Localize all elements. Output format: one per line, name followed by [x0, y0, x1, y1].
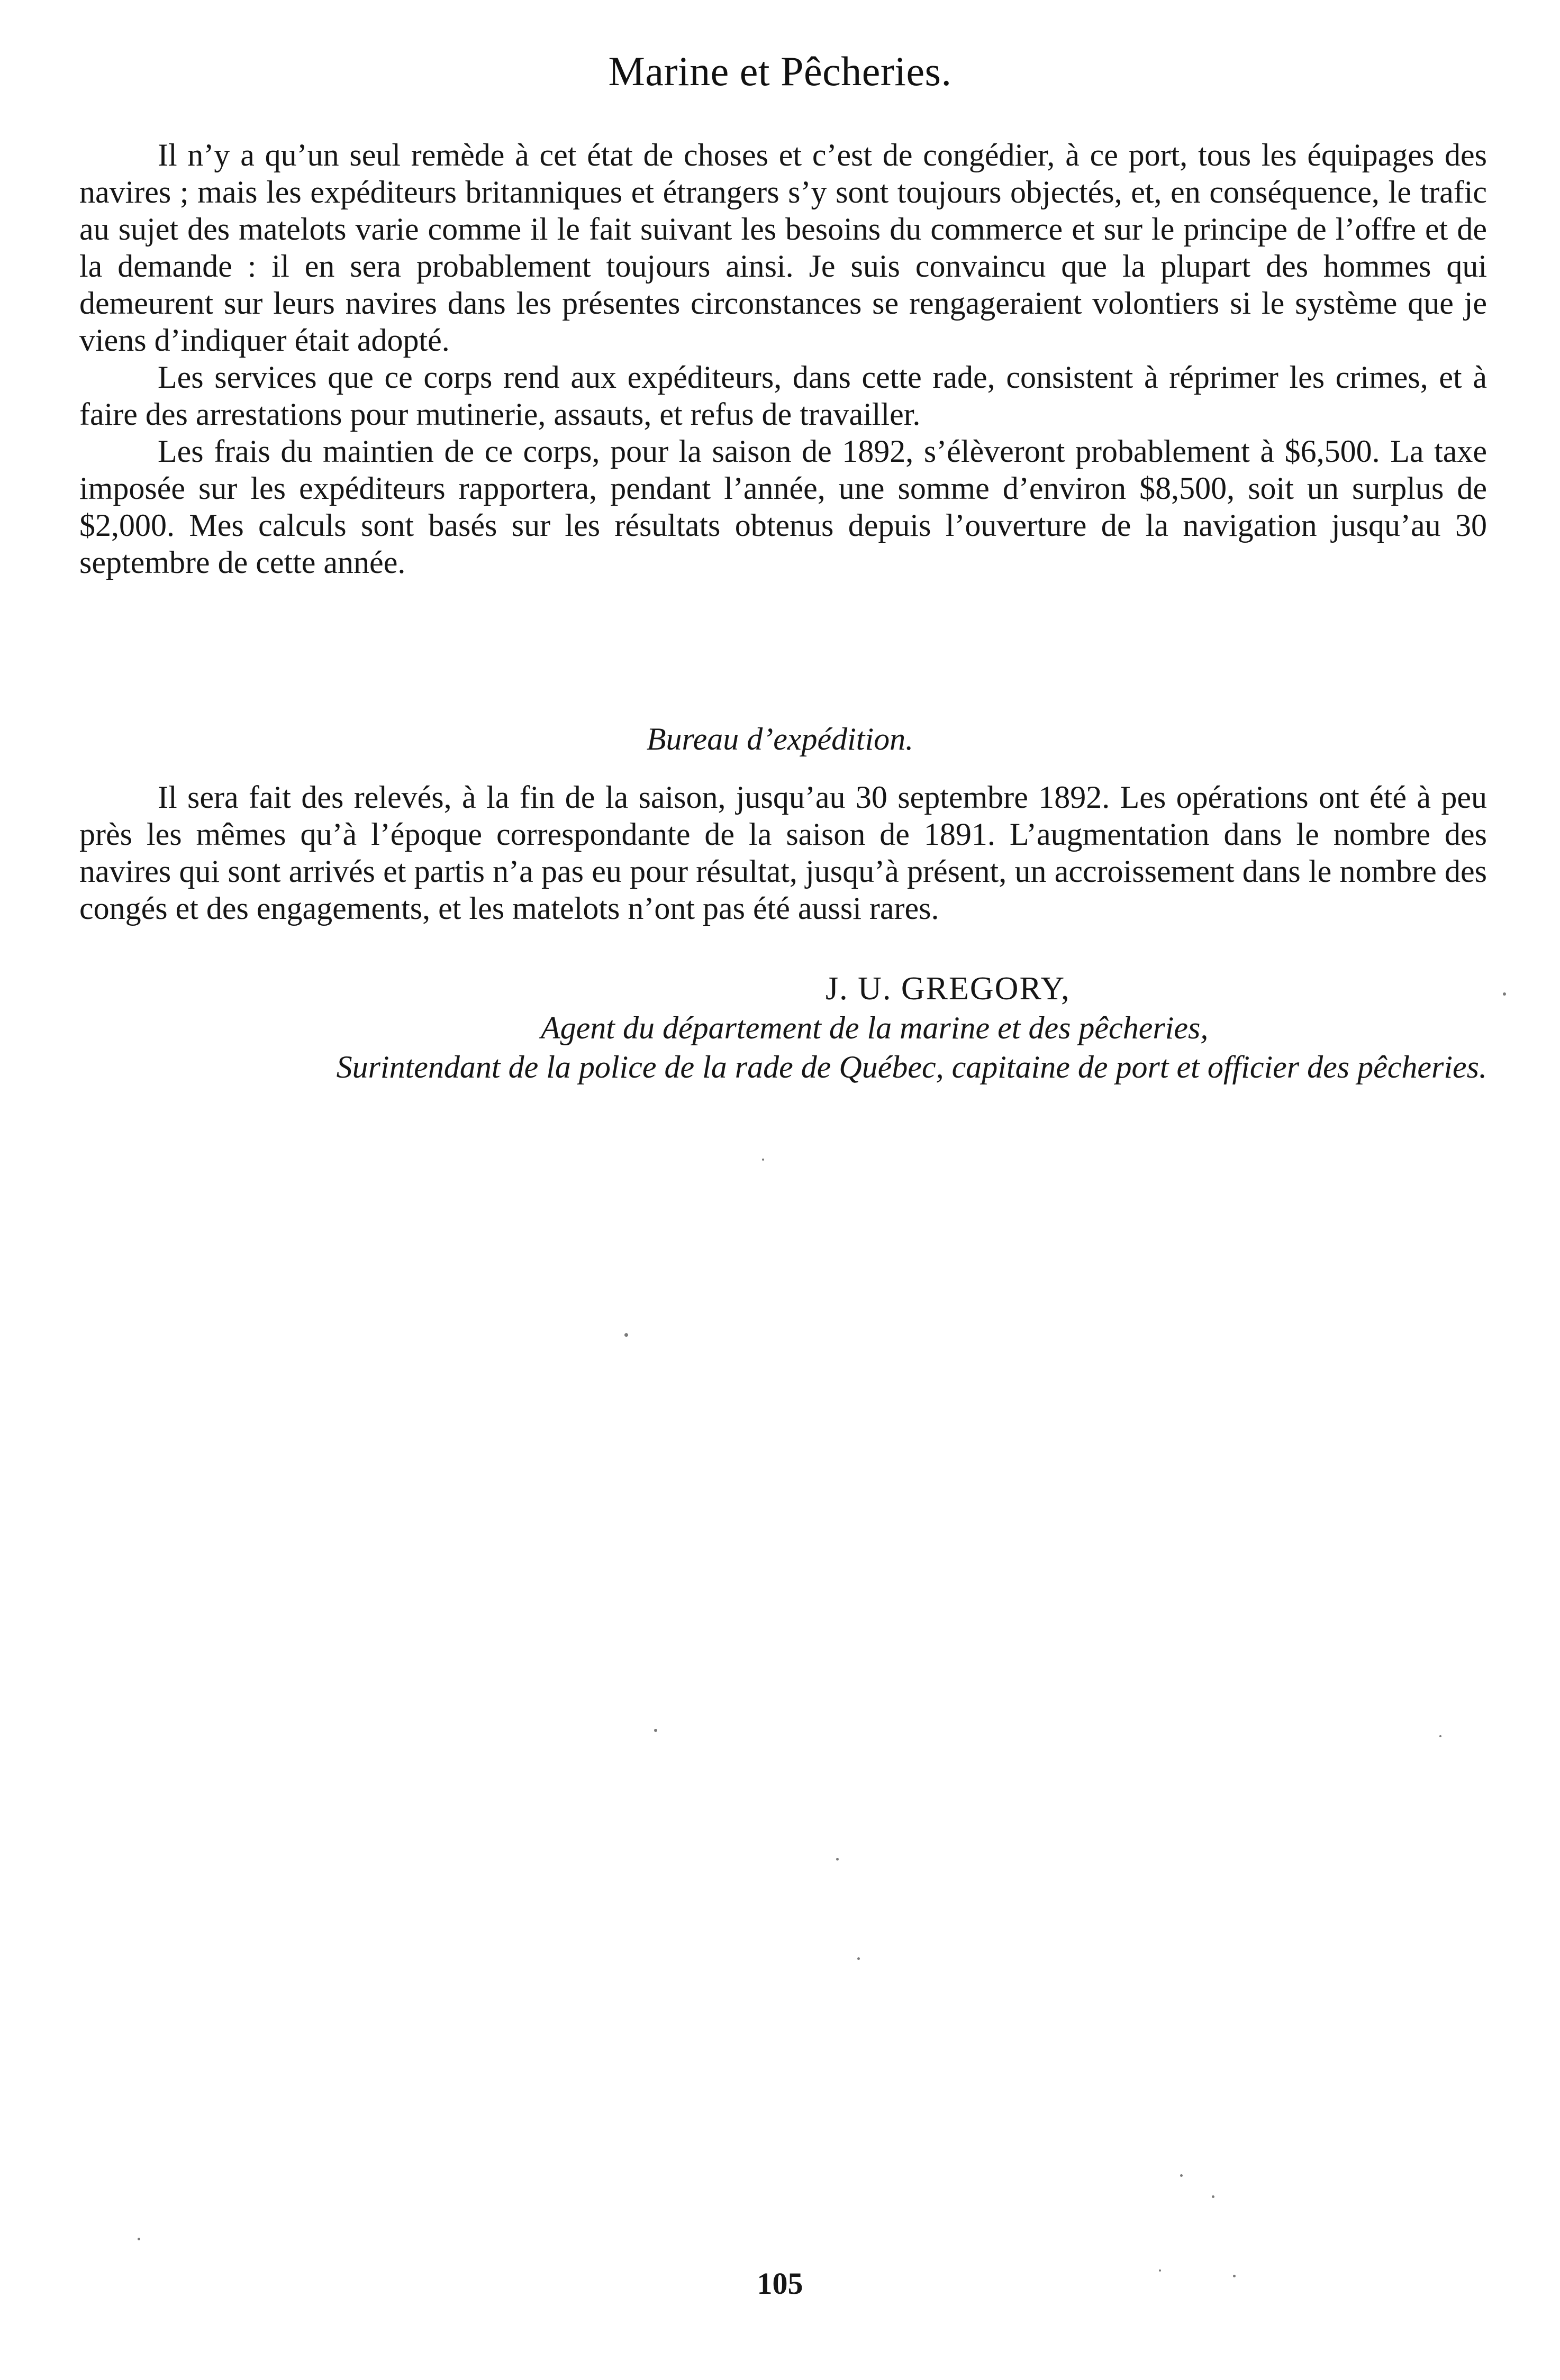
scan-speck: [1159, 2269, 1161, 2272]
page-header-title: Marine et Pêcheries.: [608, 48, 952, 94]
scan-speck: [1212, 2195, 1214, 2198]
scan-speck: [654, 1729, 657, 1732]
signature-title: Surintendant de la police de la rade de Québec, capitaine de port et officier des pêcheries.: [336, 1050, 1487, 1084]
body-text-block: [79, 136, 1487, 581]
scan-speck: [1503, 992, 1506, 996]
scan-speck: [857, 1957, 860, 1960]
paragraph: Les services que ce corps rend aux expéditeurs, dans cette rade, consistent à réprimer les crimes, et à faire des arrestations pour mutinerie, assauts, et refus de travailler.: [79, 360, 1487, 432]
scan-speck: [762, 1159, 764, 1161]
section-heading: Bureau d’expédition.: [646, 722, 914, 756]
page-number: 105: [757, 2266, 803, 2301]
scan-speck: [1233, 2275, 1236, 2277]
signature-name: J. U. GREGORY,: [826, 971, 1071, 1007]
signature-title: Agent du département de la marine et des pêcheries,: [541, 1010, 1209, 1045]
scan-speck: [624, 1333, 628, 1337]
scan-speck: [138, 2238, 140, 2240]
scan-speck: [1180, 2174, 1183, 2177]
body-text-block: [79, 779, 1487, 927]
paragraph: Les frais du maintien de ce corps, pour la saison de 1892, s’élèveront probablement à $6,500. La taxe imposée sur les expéditeurs rapportera, pendant l’année, une somme d’environ $8,500, soit un surplus de $2,000. Mes calculs sont basés sur les résultats obtenus depuis l’ouverture de la navigation jusqu’au 30 septembre de cette année.: [79, 434, 1487, 580]
paragraph: Il sera fait des relevés, à la fin de la saison, jusqu’au 30 septembre 1892. Les opérations ont été à peu près les mêmes qu’à l’époque correspondante de la saison de 1891. L’augmentation dans le nombre des navires qui sont arrivés et partis n’a pas eu pour résultat, jusqu’à présent, un accroissement dans le nombre des congés et des engagements, et les matelots n’ont pas été aussi rares.: [79, 780, 1487, 926]
paragraph: Il n’y a qu’un seul remède à cet état de choses et c’est de congédier, à ce port, tous les équipages des navires ; mais les expéditeurs britanniques et étrangers s’y sont toujours objectés, et, en conséquence, le trafic au sujet des matelots varie comme il le fait suivant les besoins du commerce et sur le principe de l’offre et de la demande : il en sera probablement toujours ainsi. Je suis convaincu que la plupart des hommes qui demeurent sur leurs navires dans les présentes circonstances se rengageraient volontiers si le système que je viens d’indiquer était adopté.: [79, 138, 1487, 358]
scan-speck: [1439, 1735, 1441, 1737]
scan-speck: [836, 1858, 839, 1861]
